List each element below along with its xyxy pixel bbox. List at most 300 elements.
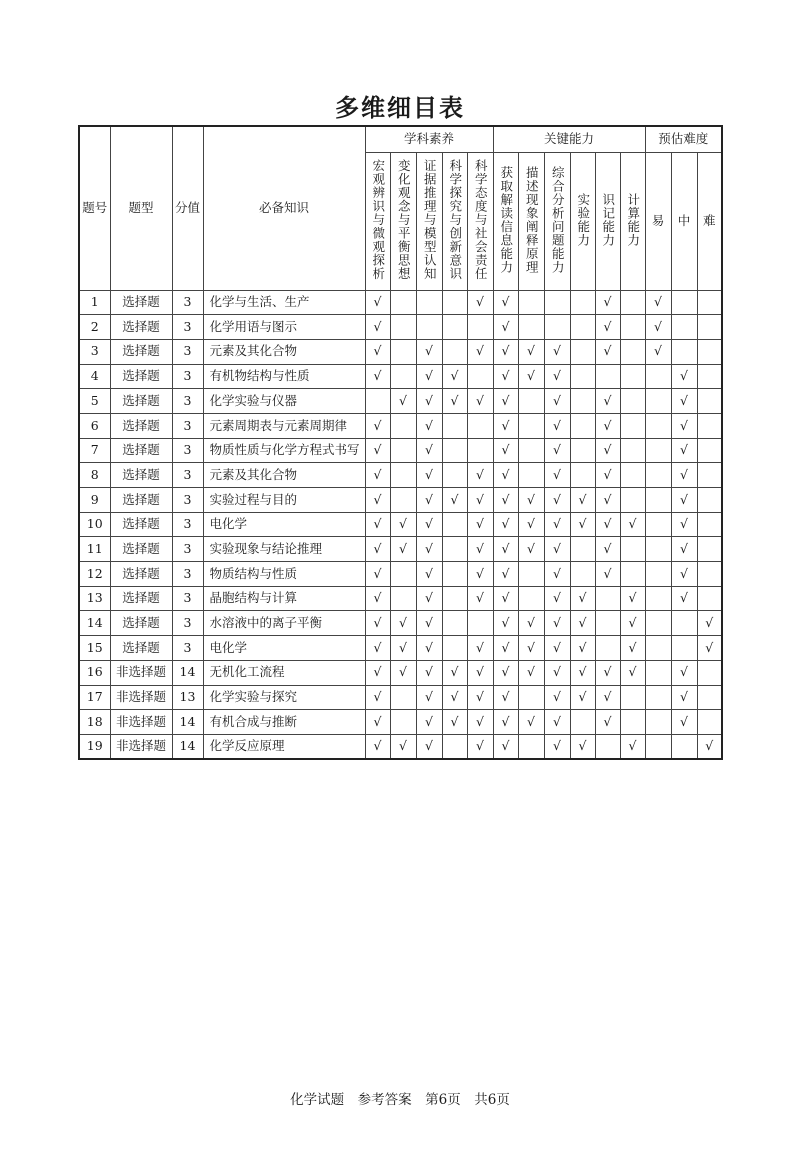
memory-ability-cell bbox=[595, 512, 620, 537]
macro-micro-cell bbox=[365, 586, 390, 611]
macro-micro-cell bbox=[365, 710, 390, 735]
attitude-responsibility-cell bbox=[467, 636, 493, 661]
table-row bbox=[79, 611, 722, 636]
comprehensive-analysis-cell bbox=[544, 611, 570, 636]
memory-ability-cell bbox=[595, 290, 620, 315]
header-medium bbox=[671, 152, 697, 290]
evidence-model-cell bbox=[416, 537, 442, 562]
check-mark: √ bbox=[654, 343, 662, 359]
memory-ability-cell bbox=[595, 413, 620, 438]
check-mark: √ bbox=[501, 417, 510, 433]
memory-ability-cell bbox=[595, 685, 620, 710]
inquiry-innovation-cell bbox=[442, 364, 467, 389]
check-mark: √ bbox=[425, 343, 433, 359]
check-mark: √ bbox=[373, 294, 382, 310]
calculation-ability-cell bbox=[620, 389, 645, 414]
info-acquisition-cell bbox=[493, 438, 518, 463]
question-no-cell: 3 bbox=[79, 339, 110, 364]
question-no-cell: 15 bbox=[79, 636, 110, 661]
phenomenon-principle-cell bbox=[518, 413, 544, 438]
memory-ability-cell bbox=[595, 611, 620, 636]
check-mark: √ bbox=[373, 417, 382, 433]
calculation-ability-cell bbox=[620, 685, 645, 710]
table-row bbox=[79, 413, 722, 438]
inquiry-innovation-cell bbox=[442, 413, 467, 438]
medium-cell bbox=[671, 660, 697, 685]
score-cell: 3 bbox=[172, 413, 203, 438]
experiment-ability-cell bbox=[570, 512, 595, 537]
check-mark: √ bbox=[425, 639, 433, 655]
macro-micro-cell bbox=[365, 660, 390, 685]
attitude-responsibility-cell bbox=[467, 660, 493, 685]
check-mark: √ bbox=[628, 639, 637, 655]
calculation-ability-cell bbox=[620, 364, 645, 389]
inquiry-innovation-cell bbox=[442, 290, 467, 315]
comprehensive-analysis-cell bbox=[544, 636, 570, 661]
header-inquiry-innovation bbox=[442, 152, 467, 290]
check-mark: √ bbox=[501, 318, 510, 334]
experiment-ability-cell bbox=[570, 339, 595, 364]
change-balance-cell bbox=[390, 562, 416, 587]
question-no-cell: 1 bbox=[79, 290, 110, 315]
score-cell: 14 bbox=[172, 734, 203, 759]
check-mark: √ bbox=[399, 664, 407, 680]
question-type-cell: 选择题 bbox=[110, 389, 172, 414]
check-mark: √ bbox=[705, 615, 714, 631]
medium-cell bbox=[671, 315, 697, 340]
attitude-responsibility-cell bbox=[467, 734, 493, 759]
check-mark: √ bbox=[578, 615, 587, 631]
check-mark: √ bbox=[578, 664, 587, 680]
score-cell: 14 bbox=[172, 710, 203, 735]
check-mark: √ bbox=[501, 516, 510, 532]
experiment-ability-cell bbox=[570, 389, 595, 414]
attitude-responsibility-cell bbox=[467, 315, 493, 340]
question-type-cell: 选择题 bbox=[110, 339, 172, 364]
change-balance-cell bbox=[390, 586, 416, 611]
check-mark: √ bbox=[425, 738, 433, 754]
calculation-ability-cell bbox=[620, 660, 645, 685]
evidence-model-cell bbox=[416, 389, 442, 414]
check-mark: √ bbox=[425, 565, 433, 581]
check-mark: √ bbox=[603, 417, 612, 433]
evidence-model-cell bbox=[416, 685, 442, 710]
calculation-ability-cell bbox=[620, 611, 645, 636]
experiment-ability-cell bbox=[570, 537, 595, 562]
medium-cell bbox=[671, 537, 697, 562]
header-attitude-responsibility-label: 科学态度与社会责任 bbox=[473, 159, 489, 281]
evidence-model-cell bbox=[416, 364, 442, 389]
score-cell: 3 bbox=[172, 364, 203, 389]
check-mark: √ bbox=[578, 639, 587, 655]
check-mark: √ bbox=[501, 466, 510, 482]
check-mark: √ bbox=[450, 664, 459, 680]
calculation-ability-cell bbox=[620, 315, 645, 340]
table-row bbox=[79, 685, 722, 710]
check-mark: √ bbox=[553, 689, 561, 705]
hard-cell bbox=[697, 315, 722, 340]
phenomenon-principle-cell bbox=[518, 438, 544, 463]
calculation-ability-cell bbox=[620, 512, 645, 537]
check-mark: √ bbox=[501, 392, 510, 408]
memory-ability-cell bbox=[595, 389, 620, 414]
check-mark: √ bbox=[373, 491, 382, 507]
check-mark: √ bbox=[476, 590, 484, 606]
check-mark: √ bbox=[450, 713, 459, 729]
medium-cell bbox=[671, 586, 697, 611]
check-mark: √ bbox=[476, 713, 484, 729]
easy-cell bbox=[645, 611, 671, 636]
question-no-cell: 4 bbox=[79, 364, 110, 389]
knowledge-cell: 有机合成与推断 bbox=[203, 710, 365, 735]
experiment-ability-cell bbox=[570, 611, 595, 636]
inquiry-innovation-cell bbox=[442, 463, 467, 488]
comprehensive-analysis-cell bbox=[544, 339, 570, 364]
question-no-cell: 10 bbox=[79, 512, 110, 537]
phenomenon-principle-cell bbox=[518, 611, 544, 636]
score-cell: 3 bbox=[172, 339, 203, 364]
calculation-ability-cell bbox=[620, 339, 645, 364]
macro-micro-cell bbox=[365, 734, 390, 759]
page-footer: 化学试题 参考答案 第6页 共6页 bbox=[290, 1092, 510, 1108]
check-mark: √ bbox=[373, 713, 382, 729]
header-change-balance-label: 变化观念与平衡思想 bbox=[396, 159, 412, 281]
check-mark: √ bbox=[373, 664, 382, 680]
check-mark: √ bbox=[527, 713, 535, 729]
attitude-responsibility-cell bbox=[467, 389, 493, 414]
comprehensive-analysis-cell bbox=[544, 562, 570, 587]
attitude-responsibility-cell bbox=[467, 512, 493, 537]
check-mark: √ bbox=[603, 294, 612, 310]
check-mark: √ bbox=[603, 442, 612, 458]
comprehensive-analysis-cell bbox=[544, 488, 570, 513]
medium-cell bbox=[671, 636, 697, 661]
easy-cell bbox=[645, 636, 671, 661]
hard-cell bbox=[697, 339, 722, 364]
info-acquisition-cell bbox=[493, 537, 518, 562]
easy-cell bbox=[645, 413, 671, 438]
check-mark: √ bbox=[425, 392, 433, 408]
hard-cell bbox=[697, 562, 722, 587]
check-mark: √ bbox=[680, 689, 688, 705]
check-mark: √ bbox=[680, 713, 688, 729]
check-mark: √ bbox=[501, 738, 510, 754]
attitude-responsibility-cell bbox=[467, 710, 493, 735]
check-mark: √ bbox=[527, 491, 535, 507]
question-type-cell: 选择题 bbox=[110, 562, 172, 587]
check-mark: √ bbox=[527, 343, 535, 359]
table-row bbox=[79, 512, 722, 537]
question-no-cell: 12 bbox=[79, 562, 110, 587]
check-mark: √ bbox=[553, 392, 561, 408]
check-mark: √ bbox=[501, 713, 510, 729]
check-mark: √ bbox=[553, 540, 561, 556]
question-type-cell: 非选择题 bbox=[110, 660, 172, 685]
macro-micro-cell bbox=[365, 290, 390, 315]
phenomenon-principle-cell bbox=[518, 537, 544, 562]
header-group-literacy: 学科素养 bbox=[365, 126, 493, 152]
question-type-cell: 选择题 bbox=[110, 512, 172, 537]
change-balance-cell bbox=[390, 413, 416, 438]
check-mark: √ bbox=[425, 442, 433, 458]
comprehensive-analysis-cell bbox=[544, 710, 570, 735]
check-mark: √ bbox=[680, 590, 688, 606]
check-mark: √ bbox=[680, 565, 688, 581]
question-type-cell: 选择题 bbox=[110, 611, 172, 636]
check-mark: √ bbox=[373, 639, 382, 655]
table-row bbox=[79, 734, 722, 759]
comprehensive-analysis-cell bbox=[544, 389, 570, 414]
check-mark: √ bbox=[680, 392, 688, 408]
phenomenon-principle-cell bbox=[518, 586, 544, 611]
phenomenon-principle-cell bbox=[518, 512, 544, 537]
change-balance-cell bbox=[390, 537, 416, 562]
change-balance-cell bbox=[390, 339, 416, 364]
hard-cell bbox=[697, 685, 722, 710]
question-type-cell: 非选择题 bbox=[110, 734, 172, 759]
question-no-cell: 18 bbox=[79, 710, 110, 735]
knowledge-cell: 实验现象与结论推理 bbox=[203, 537, 365, 562]
header-comprehensive-analysis bbox=[544, 152, 570, 290]
inquiry-innovation-cell bbox=[442, 438, 467, 463]
check-mark: √ bbox=[501, 689, 510, 705]
memory-ability-cell bbox=[595, 537, 620, 562]
evidence-model-cell bbox=[416, 290, 442, 315]
check-mark: √ bbox=[603, 516, 612, 532]
medium-cell bbox=[671, 463, 697, 488]
hard-cell bbox=[697, 734, 722, 759]
knowledge-cell: 化学实验与仪器 bbox=[203, 389, 365, 414]
check-mark: √ bbox=[603, 565, 612, 581]
check-mark: √ bbox=[501, 491, 510, 507]
question-no-cell: 7 bbox=[79, 438, 110, 463]
knowledge-cell: 化学反应原理 bbox=[203, 734, 365, 759]
knowledge-cell: 物质性质与化学方程式书写 bbox=[203, 438, 365, 463]
check-mark: √ bbox=[603, 664, 612, 680]
header-experiment-ability bbox=[570, 152, 595, 290]
easy-cell bbox=[645, 364, 671, 389]
easy-cell bbox=[645, 586, 671, 611]
check-mark: √ bbox=[450, 491, 459, 507]
easy-cell bbox=[645, 710, 671, 735]
check-mark: √ bbox=[425, 713, 433, 729]
inquiry-innovation-cell bbox=[442, 660, 467, 685]
question-no-cell: 13 bbox=[79, 586, 110, 611]
experiment-ability-cell bbox=[570, 488, 595, 513]
inquiry-innovation-cell bbox=[442, 636, 467, 661]
calculation-ability-cell bbox=[620, 438, 645, 463]
check-mark: √ bbox=[553, 738, 561, 754]
info-acquisition-cell bbox=[493, 488, 518, 513]
score-cell: 3 bbox=[172, 537, 203, 562]
check-mark: √ bbox=[476, 639, 484, 655]
check-mark: √ bbox=[450, 689, 459, 705]
medium-cell bbox=[671, 339, 697, 364]
experiment-ability-cell bbox=[570, 685, 595, 710]
experiment-ability-cell bbox=[570, 734, 595, 759]
check-mark: √ bbox=[501, 590, 510, 606]
check-mark: √ bbox=[527, 615, 535, 631]
check-mark: √ bbox=[628, 615, 637, 631]
comprehensive-analysis-cell bbox=[544, 315, 570, 340]
check-mark: √ bbox=[553, 615, 561, 631]
check-mark: √ bbox=[553, 442, 561, 458]
experiment-ability-cell bbox=[570, 660, 595, 685]
check-mark: √ bbox=[425, 516, 433, 532]
header-calculation-ability-label: 计算能力 bbox=[625, 192, 641, 247]
attitude-responsibility-cell bbox=[467, 488, 493, 513]
check-mark: √ bbox=[628, 516, 637, 532]
score-cell: 3 bbox=[172, 488, 203, 513]
calculation-ability-cell bbox=[620, 636, 645, 661]
header-evidence-model bbox=[416, 152, 442, 290]
experiment-ability-cell bbox=[570, 413, 595, 438]
hard-cell bbox=[697, 512, 722, 537]
attitude-responsibility-cell bbox=[467, 463, 493, 488]
change-balance-cell bbox=[390, 734, 416, 759]
evidence-model-cell bbox=[416, 315, 442, 340]
question-no-cell: 14 bbox=[79, 611, 110, 636]
experiment-ability-cell bbox=[570, 562, 595, 587]
inquiry-innovation-cell bbox=[442, 537, 467, 562]
knowledge-cell: 电化学 bbox=[203, 512, 365, 537]
check-mark: √ bbox=[553, 516, 561, 532]
inquiry-innovation-cell bbox=[442, 586, 467, 611]
question-no-cell: 5 bbox=[79, 389, 110, 414]
header-question-no: 题号 bbox=[79, 126, 110, 290]
check-mark: √ bbox=[450, 392, 459, 408]
check-mark: √ bbox=[476, 294, 484, 310]
check-mark: √ bbox=[476, 540, 484, 556]
attitude-responsibility-cell bbox=[467, 364, 493, 389]
table-row bbox=[79, 463, 722, 488]
medium-cell bbox=[671, 734, 697, 759]
calculation-ability-cell bbox=[620, 290, 645, 315]
score-cell: 3 bbox=[172, 562, 203, 587]
change-balance-cell bbox=[390, 290, 416, 315]
attitude-responsibility-cell bbox=[467, 562, 493, 587]
memory-ability-cell bbox=[595, 562, 620, 587]
macro-micro-cell bbox=[365, 562, 390, 587]
check-mark: √ bbox=[553, 713, 561, 729]
comprehensive-analysis-cell bbox=[544, 290, 570, 315]
table-row bbox=[79, 339, 722, 364]
calculation-ability-cell bbox=[620, 734, 645, 759]
phenomenon-principle-cell bbox=[518, 710, 544, 735]
header-medium-label: 中 bbox=[677, 212, 691, 228]
attitude-responsibility-cell bbox=[467, 685, 493, 710]
inquiry-innovation-cell bbox=[442, 339, 467, 364]
check-mark: √ bbox=[603, 392, 612, 408]
change-balance-cell bbox=[390, 660, 416, 685]
question-type-cell: 选择题 bbox=[110, 586, 172, 611]
check-mark: √ bbox=[476, 565, 484, 581]
knowledge-cell: 电化学 bbox=[203, 636, 365, 661]
check-mark: √ bbox=[578, 738, 587, 754]
evidence-model-cell bbox=[416, 734, 442, 759]
memory-ability-cell bbox=[595, 438, 620, 463]
memory-ability-cell bbox=[595, 636, 620, 661]
experiment-ability-cell bbox=[570, 438, 595, 463]
phenomenon-principle-cell bbox=[518, 389, 544, 414]
experiment-ability-cell bbox=[570, 710, 595, 735]
check-mark: √ bbox=[680, 368, 688, 384]
change-balance-cell bbox=[390, 512, 416, 537]
score-cell: 3 bbox=[172, 636, 203, 661]
medium-cell bbox=[671, 710, 697, 735]
macro-micro-cell bbox=[365, 315, 390, 340]
header-memory-ability-label: 识记能力 bbox=[600, 192, 616, 247]
change-balance-cell bbox=[390, 438, 416, 463]
medium-cell bbox=[671, 290, 697, 315]
phenomenon-principle-cell bbox=[518, 636, 544, 661]
table-row bbox=[79, 562, 722, 587]
macro-micro-cell bbox=[365, 488, 390, 513]
comprehensive-analysis-cell bbox=[544, 512, 570, 537]
check-mark: √ bbox=[501, 639, 510, 655]
specification-table bbox=[78, 125, 723, 760]
header-calculation-ability bbox=[620, 152, 645, 290]
info-acquisition-cell bbox=[493, 562, 518, 587]
comprehensive-analysis-cell bbox=[544, 413, 570, 438]
attitude-responsibility-cell bbox=[467, 537, 493, 562]
change-balance-cell bbox=[390, 685, 416, 710]
header-memory-ability bbox=[595, 152, 620, 290]
check-mark: √ bbox=[553, 466, 561, 482]
header-change-balance bbox=[390, 152, 416, 290]
evidence-model-cell bbox=[416, 463, 442, 488]
medium-cell bbox=[671, 413, 697, 438]
easy-cell bbox=[645, 660, 671, 685]
attitude-responsibility-cell bbox=[467, 413, 493, 438]
info-acquisition-cell bbox=[493, 315, 518, 340]
macro-micro-cell bbox=[365, 512, 390, 537]
change-balance-cell bbox=[390, 636, 416, 661]
info-acquisition-cell bbox=[493, 611, 518, 636]
knowledge-cell: 无机化工流程 bbox=[203, 660, 365, 685]
info-acquisition-cell bbox=[493, 710, 518, 735]
easy-cell bbox=[645, 463, 671, 488]
check-mark: √ bbox=[553, 491, 561, 507]
info-acquisition-cell bbox=[493, 685, 518, 710]
hard-cell bbox=[697, 660, 722, 685]
knowledge-cell: 水溶液中的离子平衡 bbox=[203, 611, 365, 636]
check-mark: √ bbox=[578, 491, 587, 507]
evidence-model-cell bbox=[416, 488, 442, 513]
check-mark: √ bbox=[425, 664, 433, 680]
attitude-responsibility-cell bbox=[467, 586, 493, 611]
check-mark: √ bbox=[527, 540, 535, 556]
evidence-model-cell bbox=[416, 413, 442, 438]
check-mark: √ bbox=[373, 738, 382, 754]
experiment-ability-cell bbox=[570, 586, 595, 611]
header-easy-label: 易 bbox=[651, 212, 665, 228]
info-acquisition-cell bbox=[493, 364, 518, 389]
info-acquisition-cell bbox=[493, 463, 518, 488]
check-mark: √ bbox=[603, 466, 612, 482]
check-mark: √ bbox=[603, 689, 612, 705]
attitude-responsibility-cell bbox=[467, 438, 493, 463]
check-mark: √ bbox=[603, 343, 612, 359]
score-cell: 13 bbox=[172, 685, 203, 710]
change-balance-cell bbox=[390, 488, 416, 513]
info-acquisition-cell bbox=[493, 413, 518, 438]
phenomenon-principle-cell bbox=[518, 290, 544, 315]
memory-ability-cell bbox=[595, 488, 620, 513]
change-balance-cell bbox=[390, 364, 416, 389]
info-acquisition-cell bbox=[493, 290, 518, 315]
header-info-acquisition-label: 获取解读信息能力 bbox=[498, 165, 514, 274]
